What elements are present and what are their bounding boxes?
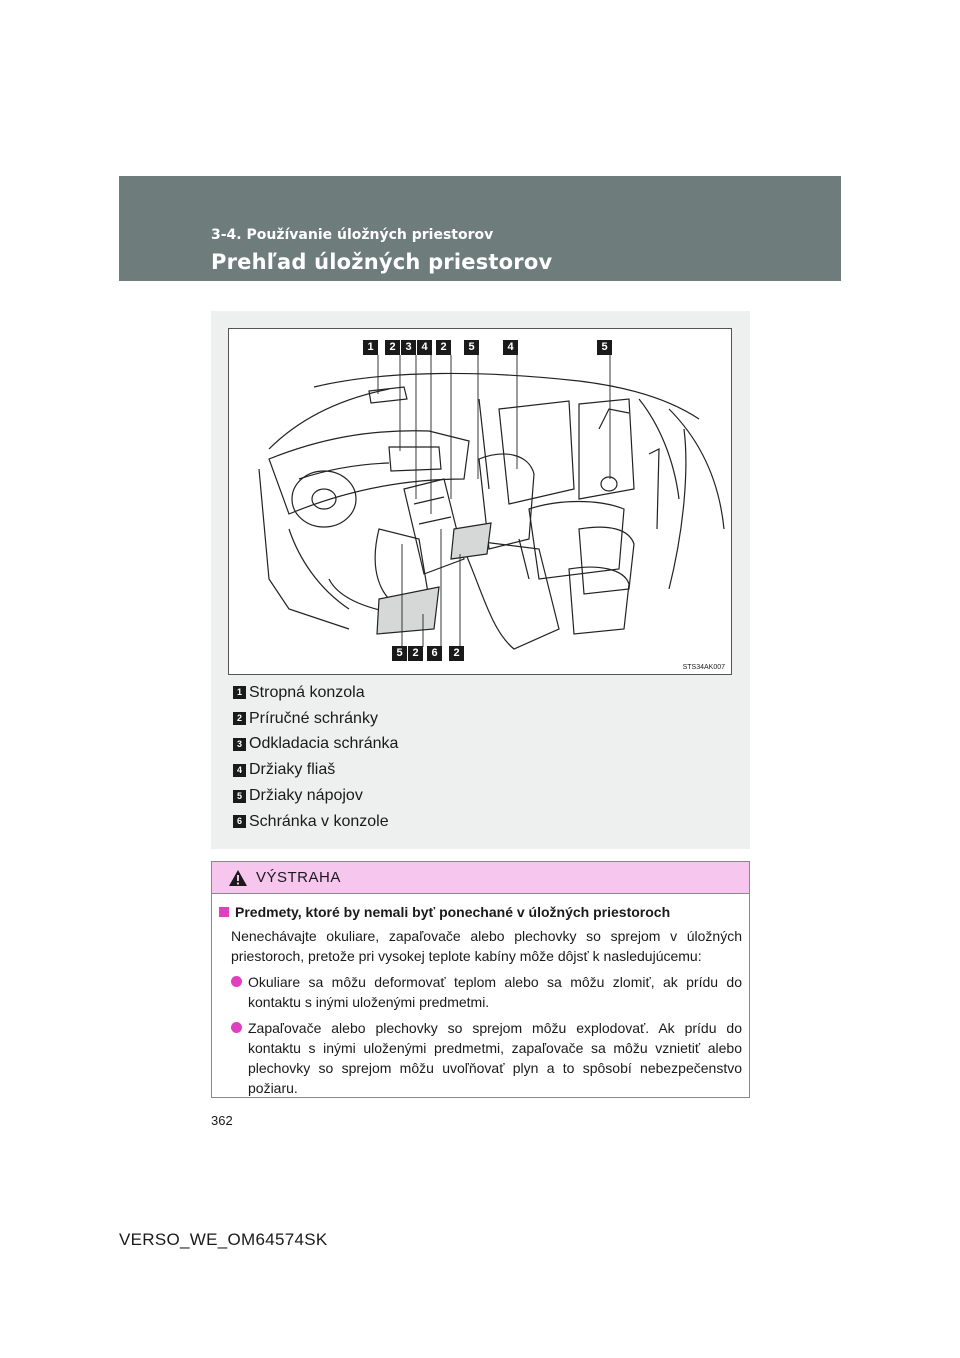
legend-number: 2	[233, 712, 246, 725]
callout-top-6: 5	[464, 340, 479, 355]
dot-bullet-icon	[231, 976, 242, 987]
page-number: 362	[211, 1113, 233, 1128]
figure-legend	[233, 680, 398, 835]
figure-code: STS34AK007	[682, 664, 725, 671]
square-bullet-icon	[219, 907, 229, 917]
callout-bottom-3: 6	[427, 646, 442, 661]
legend-number: 4	[233, 764, 246, 777]
callout-top-2: 2	[385, 340, 400, 355]
warning-body	[212, 894, 749, 1098]
warning-point-text: Okuliare sa môžu deformovať teplom alebo sa môžu zlomiť, ak prídu do kontaktu s inými uloženými predmetmi.	[248, 974, 742, 1010]
legend-item	[233, 732, 398, 758]
legend-label: Držiaky fliaš	[249, 761, 336, 779]
callout-bottom-1: 5	[392, 646, 407, 661]
footer-doc-code: VERSO_WE_OM64574SK	[119, 1230, 328, 1249]
warning-point-text: Zapaľovače alebo plechovky so sprejom môžu explodovať. Ak prídu do kontaktu s inými uloženými predmetmi, zapaľovače sa môžu vznietiť alebo plechovky so sprejom môžu uvoľňovať plyn a to spôsobí nebezpečenstvo požiaru.	[248, 1020, 742, 1096]
page-title: Prehľad úložných priestorov	[211, 250, 553, 274]
callout-bottom-4: 2	[449, 646, 464, 661]
car-interior-drawing	[229, 329, 731, 674]
legend-item	[233, 809, 398, 835]
warning-triangle-icon	[228, 869, 248, 887]
warning-heading	[219, 902, 742, 922]
warning-point	[219, 1018, 742, 1098]
callout-bottom-2: 2	[408, 646, 423, 661]
legend-item	[233, 757, 398, 783]
warning-heading-text: Predmety, ktoré by nemali byť ponechané v úložných priestoroch	[235, 904, 671, 920]
legend-item	[233, 706, 398, 732]
legend-number: 1	[233, 686, 246, 699]
callout-top-7: 4	[503, 340, 518, 355]
legend-number: 5	[233, 790, 246, 803]
legend-label: Schránka v konzole	[249, 812, 389, 830]
callout-top-8: 5	[597, 340, 612, 355]
callout-top-5: 2	[436, 340, 451, 355]
warning-header	[212, 862, 749, 894]
legend-label: Príručné schránky	[249, 709, 378, 727]
legend-label: Stropná konzola	[249, 683, 365, 701]
legend-item	[233, 783, 398, 809]
legend-label: Odkladacia schránka	[249, 735, 399, 753]
callout-top-1: 1	[363, 340, 378, 355]
warning-title: VÝSTRAHA	[256, 869, 341, 886]
legend-label: Držiaky nápojov	[249, 787, 363, 805]
legend-number: 3	[233, 738, 246, 751]
car-interior-illustration	[228, 328, 732, 675]
legend-item	[233, 680, 398, 706]
warning-intro: Nenechávajte okuliare, zapaľovače alebo plechovky so sprejom v úložných priestoroch, pretože pri vysokej teplote kabíny môže dôjsť k nasledujúcemu:	[231, 928, 742, 964]
section-label: 3-4. Používanie úložných priestorov	[211, 227, 494, 243]
warning-point	[219, 972, 742, 1012]
warning-box	[211, 861, 750, 1098]
legend-number: 6	[233, 815, 246, 828]
callout-top-4: 4	[417, 340, 432, 355]
callout-top-3: 3	[401, 340, 416, 355]
dot-bullet-icon	[231, 1022, 242, 1033]
